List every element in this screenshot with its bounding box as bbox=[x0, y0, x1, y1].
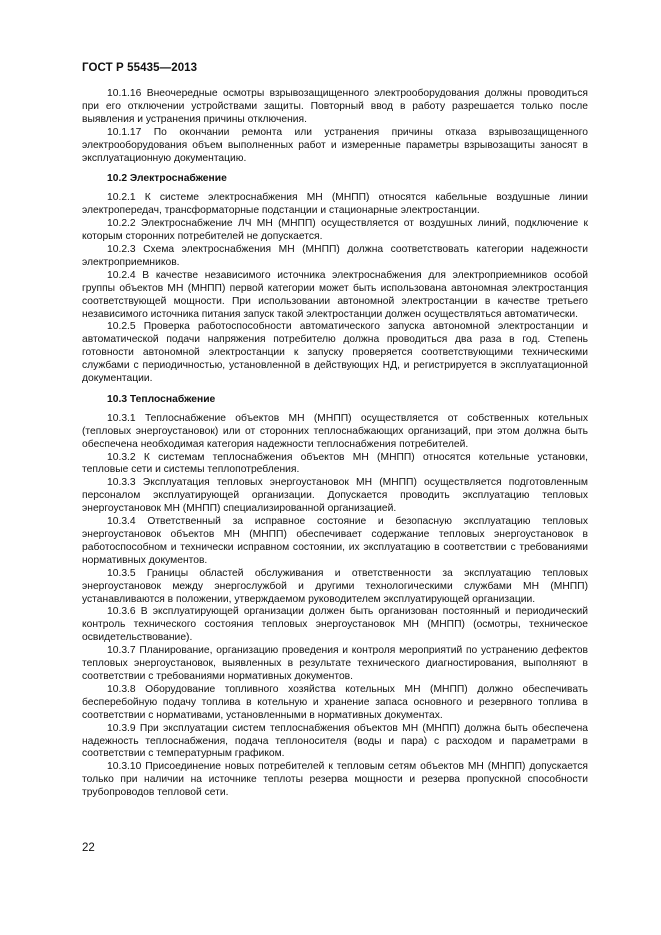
paragraph-10-1-17: 10.1.17 По окончании ремонта или устранения причины отказа взрывозащищенного электрооборудования объем выполненных работ и измеренные параметры взрывозащиты заносят в эксплуатационную документацию. bbox=[82, 126, 588, 164]
paragraph-10-3-9: 10.3.9 При эксплуатации систем теплоснабжения объектов МН (МНПП) должна быть обеспечена надежность теплоснабжения, подача теплоносителя (воды и пара) с расходом и параметрами в соответствии с температурным графиком. bbox=[82, 722, 588, 760]
paragraph-10-3-5: 10.3.5 Границы областей обслуживания и ответственности за эксплуатацию тепловых энергоустановок между энергослужбой и другими технологическими службами МН (МНПП) устанавливаются в положении, утверждаемом руководителем эксплуатирующей организации. bbox=[82, 567, 588, 605]
section-heading-10-2: 10.2 Электроснабжение bbox=[107, 173, 227, 185]
paragraph-10-3-10: 10.3.10 Присоединение новых потребителей к тепловым сетям объектов МН (МНПП) допускается только при наличии на источнике теплоты резерва мощности и резерва пропускной способности трубопроводов тепловой сети. bbox=[82, 761, 588, 799]
section-heading-10-3: 10.3 Теплоснабжение bbox=[107, 393, 216, 405]
paragraph-10-3-4: 10.3.4 Ответственный за исправное состояние и безопасную эксплуатацию тепловых энергоустановок объектов МН (МНПП) обеспечивает содержание тепловых энергоустановок в работоспособном и технически исправном состоянии, их эксплуатацию в соответствии с требованиями нормативных документов. bbox=[82, 516, 588, 566]
paragraph-10-1-16: 10.1.16 Внеочередные осмотры взрывозащищенного электрооборудования должны проводиться при его отключении устройствами защиты. Повторный ввод в работу разрешается только после выявления и устранения причины отключения. bbox=[82, 88, 588, 125]
page-number: 22 bbox=[82, 842, 95, 854]
paragraph-10-3-1: 10.3.1 Теплоснабжение объектов МН (МНПП) осуществляется от собственных котельных (тепловых энергоустановок) или от сторонних теплоснабжающих организаций, при этом должна быть обеспечена необходимая категория надежности теплоснабжения потребителей. bbox=[82, 412, 588, 450]
paragraph-10-2-4: 10.2.4 В качестве независимого источника электроснабжения для электроприемников особой группы объектов МН (МНПП) первой категории может быть использована автономная электростанция соответствующей мощности. При использовании автономной электростанции в качестве третьего независимого источника питания запуск такой электростанции должен осуществляться автоматически. bbox=[82, 269, 588, 320]
document-header: ГОСТ Р 55435—2013 bbox=[82, 62, 198, 74]
paragraph-10-2-5: 10.2.5 Проверка работоспособности автоматического запуска автономной электростанции и автоматической подачи напряжения потребителю должна проводиться два раза в год. Степень готовности автономной электростанции к запуску проверяется соответствующими техническими службами с периодичностью, установленной в действующих НД, и регистрируется в эксплуатационной документации. bbox=[82, 321, 588, 385]
paragraph-10-3-8: 10.3.8 Оборудование топливного хозяйства котельных МН (МНПП) должно обеспечивать бесперебойную подачу топлива в котельную и хранение запаса основного и резервного топлива в соответствии с нормативами, установленными в нормативных документах. bbox=[82, 683, 588, 721]
paragraph-10-3-3: 10.3.3 Эксплуатация тепловых энергоустановок МН (МНПП) осуществляется подготовленным персоналом эксплуатирующей организации. Допускается проводить эксплуатацию тепловых энергоустановок МН (МНПП) специализированной организацией. bbox=[82, 477, 588, 515]
paragraph-10-3-6: 10.3.6 В эксплуатирующей организации должен быть организован постоянный и периодический контроль технического состояния тепловых энергоустановок МН (МНПП) (осмотры, техническое освидетельствование). bbox=[82, 606, 588, 644]
document-body bbox=[82, 88, 588, 800]
paragraph-10-2-2: 10.2.2 Электроснабжение ЛЧ МН (МНПП) осуществляется от воздушных линий, подключение к которым сторонних потребителей не допускается. bbox=[82, 218, 588, 243]
paragraph-10-2-3: 10.2.3 Схема электроснабжения МН (МНПП) должна соответствовать категории надежности электроприемников. bbox=[82, 243, 588, 268]
paragraph-10-3-7: 10.3.7 Планирование, организацию проведения и контроля мероприятий по устранению дефектов тепловых энергоустановок, выявленных в результате технического диагностирования, выполняют в соответствии с требованиями нормативных документов. bbox=[82, 645, 588, 682]
paragraph-10-2-1: 10.2.1 К системе электроснабжения МН (МНПП) относятся кабельные воздушные линии электропередач, трансформаторные подстанции и стационарные электростанции. bbox=[82, 192, 588, 217]
paragraph-10-3-2: 10.3.2 К системам теплоснабжения объектов МН (МНПП) относятся котельные установки, тепловые сети и системы теплопотребления. bbox=[82, 451, 588, 476]
